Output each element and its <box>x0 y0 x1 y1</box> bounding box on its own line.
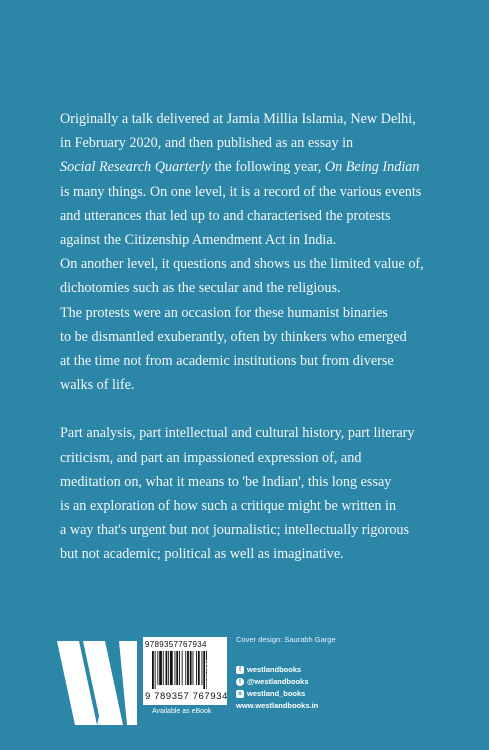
blurb-line: walks of life. <box>60 377 135 394</box>
barcode-bar <box>159 651 162 685</box>
blurb-line <box>60 155 440 179</box>
blurb-paragraph-1 <box>60 107 440 397</box>
blurb-line: is many things. On one level, it is a record of the various events <box>60 183 422 200</box>
social-row-facebook[interactable] <box>236 664 318 676</box>
blurb-line: at the time not from academic institutions but from diverse <box>60 353 394 370</box>
blurb-line: dichotomies such as the secular and the religious. <box>60 280 341 297</box>
barcode-bar <box>176 651 178 685</box>
barcode-bar <box>170 651 173 685</box>
barcode-bar <box>157 651 158 685</box>
blurb-text: the following year, <box>210 159 325 176</box>
blurb-line: to be dismantled exuberantly, often by thinkers who emerged <box>60 328 407 345</box>
barcode-bar <box>168 651 169 685</box>
blurb-paragraph-2 <box>60 421 440 566</box>
blurb-line: Originally a talk delivered at Jamia Millia Islamia, New Delhi, <box>60 111 416 127</box>
blurb-line: Part analysis, part intellectual and cultural history, part literary <box>60 425 415 442</box>
social-row-twitter[interactable] <box>236 676 318 688</box>
blurb-line: The protests were an occasion for these humanist binaries <box>60 304 388 321</box>
cover-design-credit: Cover design: Saurabh Garge <box>236 635 336 644</box>
social-links <box>236 664 318 712</box>
barcode-bar <box>152 651 154 689</box>
twitter-icon: t <box>236 678 244 686</box>
blurb-line: meditation on, what it means to 'be Indian', this long essay <box>60 473 392 490</box>
website-link[interactable]: www.westlandbooks.in <box>236 701 319 710</box>
italic-title: On Being Indian <box>324 159 420 176</box>
barcode-bar <box>155 651 156 689</box>
barcode-bar <box>190 651 192 685</box>
barcode-bar <box>166 651 168 685</box>
blurb-line: criticism, and part an impassioned expression of, and <box>60 449 362 466</box>
facebook-handle: westlandbooks <box>247 665 302 674</box>
isbn-barcode <box>152 651 224 689</box>
instagram-handle: westland_books <box>247 689 306 698</box>
barcode-bar <box>196 651 197 685</box>
barcode-bar <box>175 651 176 685</box>
instagram-icon: o <box>236 690 244 698</box>
ebook-label: Available as eBook <box>152 708 212 715</box>
social-row-instagram[interactable] <box>236 688 318 700</box>
barcode-bar <box>182 651 183 685</box>
website-row[interactable] <box>236 700 318 712</box>
blurb-line: against the Citizenship Amendment Act in India. <box>60 232 337 249</box>
westland-logo <box>57 635 137 725</box>
barcode-bar <box>185 651 186 685</box>
italic-title: Social Research Quarterly <box>60 159 211 176</box>
isbn-top-text: 9789357767934 <box>145 640 207 649</box>
facebook-icon: f <box>236 666 244 674</box>
isbn-bottom-text: 9 789357 767934 <box>145 691 228 702</box>
barcode-bar <box>163 651 164 685</box>
barcode-bar <box>187 651 189 685</box>
barcode-bar <box>198 651 200 685</box>
blurb-line: but not academic; political as well as imaginative. <box>60 546 344 563</box>
barcode-bar <box>179 651 180 685</box>
barcode-bar <box>193 651 194 685</box>
twitter-handle: @westlandbooks <box>247 677 309 686</box>
blurb-line: is an exploration of how such a critique might be written in <box>60 498 397 515</box>
blurb-line: a way that's urgent but not journalistic; intellectually rigorous <box>60 522 410 539</box>
blurb-line: and utterances that led up to and characterised the protests <box>60 207 391 224</box>
back-cover-blurb <box>60 107 440 567</box>
genre-label: non-fiction <box>203 660 210 693</box>
blurb-line: in February 2020, and then published as an essay in <box>60 135 354 152</box>
blurb-line: On another level, it questions and shows us the limited value of, <box>60 256 424 273</box>
